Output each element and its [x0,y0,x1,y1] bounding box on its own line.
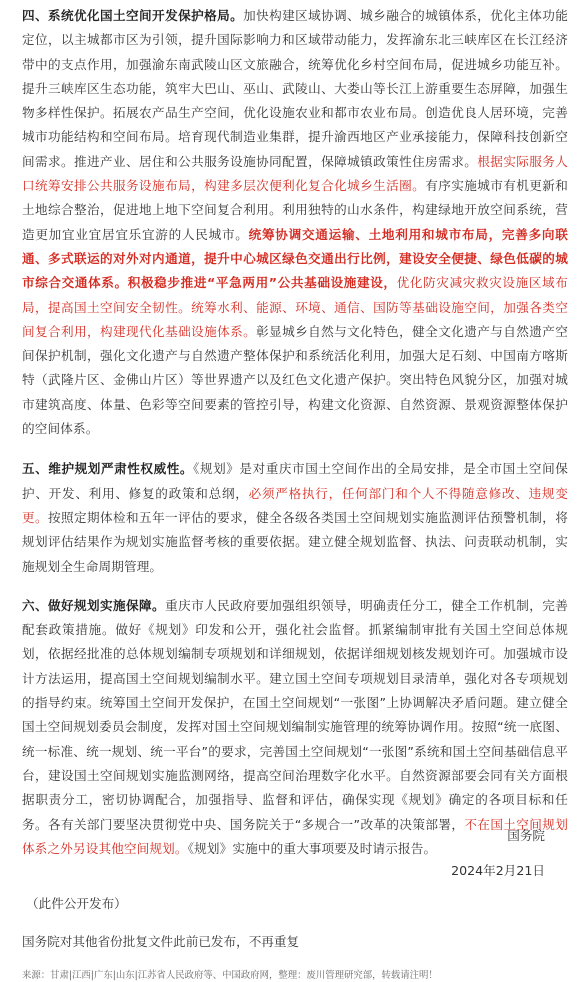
section-4-text-1: 加快构建区域协调、城乡融合的城镇体系，优化主体功能定位，以主城都市区为引领，提升国际影响力和区域带动能力，发挥渝东北三峡库区在长江经济带中的支点作用，加强渝东南武陵山区文旅融合，统筹优化乡村空间布局，促进城乡功能互补。提升三峡库区生态功能，筑牢大巴山、巫山、武陵山、大娄山等长江上游重要生态屏障，加强生物多样性保护。拓展农产品生产空间，优化设施农业和都市农业布局。创造优良人居环境，完善城市功能结构和空间布局。培育现代制造业集群，提升渝西地区产业承接能力，保障科技创新空间需求。推进产业、居住和公共服务设施协同配置，保障城镇政策性住房需求。 [22,8,568,169]
section-6-text-1: 重庆市人民政府要加强组织领导，明确责任分工，健全工作机制，完善配套政策措施。做好《规划》印发和公开，强化社会监督。抓紧编制审批有关国土空间总体规划，依据经批准的总体规划编制专项规划和详细规划，依据详细规划核发规划许可。加强城市设计方法运用，提高国土空间规划编制水平。建立国土空间专项规划目录清单，强化对各专项规划的指导约束。统筹国土空间开发保护，在国土空间规划“一张图”上协调解决矛盾问题。建立健全国土空间规划委员会制度，发挥对国土空间规划编制实施管理的统筹协调作用。按照“统一底图、统一标准、统一规划、统一平台”的要求，完善国土空间规划“一张图”系统和国土空间基础信息平台，建设国土空间规划实施监测网络，提高空间治理数字化水平。自然资源部要会同有关方面根据职责分工，密切协调配合，加强指导、监督和评估，确保实现《规划》确定的各项目标和任务。各有关部门要坚决贯彻党中央、国务院关于“多规合一”改革的决策部署， [22,597,569,832]
editor-remark: 国务院对其他省份批复文件此前已发布，不再重复 [22,934,300,949]
section-5-heading: 五、维护规划严肃性权威性。 [22,461,194,477]
section-4-highlight-2: 统筹协调交通运输、土地利用和城市布局，完善多向联通、多式联运的对外对内通道，提升中心城区绿色交通出行比例，建设安全便捷、绿色低碳的城市综合交通体系。积极稳步推进“平急两用”公共基础设施建设， [22,226,568,291]
section-5-text-2: 按照定期体检和五年一评估的要求，健全各级各类国土空间规划实施监测评估预警机制，将规划评估结果作为规划实施监督考核的重要依据。建立健全规划监督、执法、问责联动机制，实施规划全生命周期管理。 [22,509,568,574]
section-6-text-2: 《规划》实施中的重大事项要及时请示报告。 [187,840,437,856]
section-4-highlight-3: 优化防灾减灾救灾设施区域布局，提高国土空间安全韧性。统筹水利、能源、环境、通信、国防等基础设施空间，加强各类空间复合利用，构建现代化基础设施体系。 [22,275,569,339]
section-4-text-3: 彰显城乡自然与文化特色，健全文化遗产与自然遗产空间保护机制，强化文化遗产与自然遗产整体保护和系统活化利用，加强大足石刻、中国南方喀斯特（武隆片区、金佛山片区）等世界遗产以及红色文化遗产保护。突出特色风貌分区，加强对城市建筑高度、体量、色彩等空间要素的管控引导，构建文化资源、自然资源、景观资源整体保护的空间体系。 [22,323,568,437]
document-body [22,4,568,861]
section-5-highlight: 必须严格执行，任何部门和个人不得随意修改、违规变更。 [22,485,568,525]
publication-note: （此件公开发布） [26,896,127,911]
section-4-highlight-1: 根据实际服务人口统筹安排公共服务设施布局，构建多层次便利化复合化城乡生活圈。 [22,153,568,194]
section-4-paragraph [22,4,568,441]
issuer-signature: 国务院 [507,828,545,843]
section-6-highlight: 不在国土空间规划体系之外另设其他空间规划。 [22,816,568,856]
source-credit: 来源：甘肃|江西|广东|山东|江苏省人民政府等、中国政府网，整理：废川管理研究部，转载请注明！ [22,970,438,981]
section-4-text-2: 有序实施城市有机更新和土地综合整治，促进地上地下空间复合利用。利用独特的山水条件，构建绿地开放空间系统，营造更加宜业宜居宜乐宜游的人民城市。 [22,178,568,242]
section-6-heading: 六、做好规划实施保障。 [22,597,166,613]
issue-date: 2024年2月21日 [451,863,545,878]
section-5-paragraph [22,457,568,578]
section-5-text-1: 《规划》是对重庆市国土空间作出的全局安排，是全市国土空间保护、开发、利用、修复的政策和总纲， [22,461,568,501]
section-6-paragraph [22,594,568,861]
section-4-heading: 四、系统优化国土空间开发保护格局。 [22,8,244,23]
